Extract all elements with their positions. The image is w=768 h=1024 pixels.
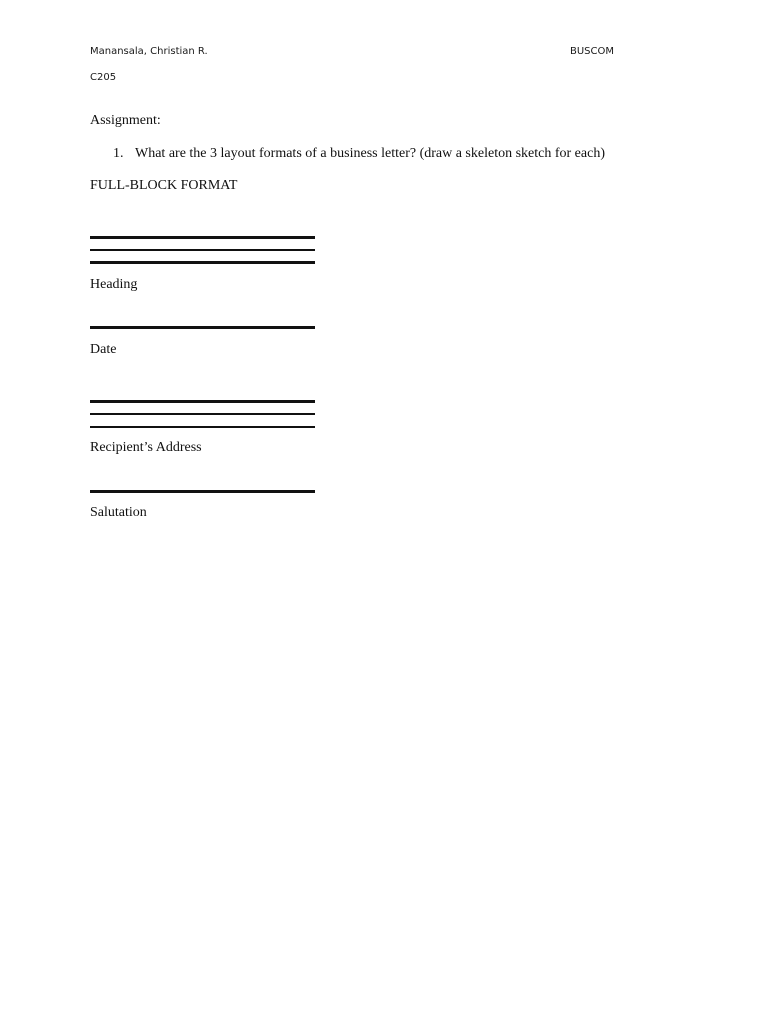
recipient-line-2	[90, 413, 315, 415]
heading-line-1	[90, 236, 315, 239]
salutation-label: Salutation	[90, 505, 147, 520]
salutation-line	[90, 490, 315, 493]
question-number: 1.	[113, 146, 124, 161]
assignment-label: Assignment:	[90, 113, 161, 128]
header-author: Manansala, Christian R.	[90, 46, 208, 57]
question-text: What are the 3 layout formats of a business letter? (draw a skeleton sketch for each)	[135, 146, 605, 161]
heading-label: Heading	[90, 277, 138, 292]
recipient-line-3	[90, 426, 315, 428]
date-label: Date	[90, 342, 117, 357]
recipient-line-1	[90, 400, 315, 403]
recipient-label: Recipient’s Address	[90, 440, 202, 455]
heading-line-3	[90, 261, 315, 264]
date-line	[90, 326, 315, 329]
header-subject: BUSCOM	[570, 46, 615, 57]
header-section: C205	[90, 72, 117, 83]
format-title: FULL-BLOCK FORMAT	[90, 178, 238, 193]
heading-line-2	[90, 249, 315, 251]
